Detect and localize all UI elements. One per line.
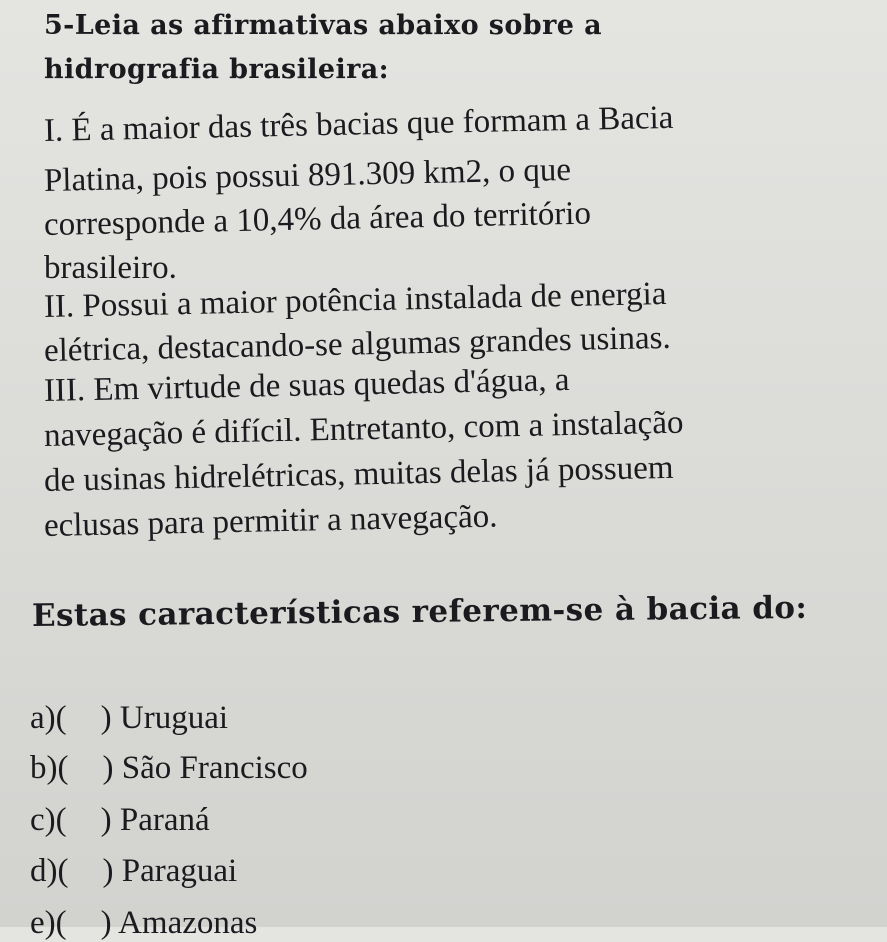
option-d[interactable] — [30, 853, 237, 890]
option-letter: e)( — [30, 905, 67, 941]
statement-line: Platina, pois possui 891.309 km2, o que — [43, 151, 572, 199]
statement-line: I. É a maior das três bacias que formam a Bacia — [43, 99, 674, 149]
question-title-line-1: 5-Leia as afirmativas abaixo sobre a — [44, 10, 602, 41]
option-close-paren: ) — [102, 853, 114, 889]
statement-line: eclusas para permitir a navegação. — [43, 498, 498, 544]
option-letter: c)( — [30, 802, 67, 838]
question-prompt: Estas características referem-se à bacia do: — [31, 589, 808, 634]
option-close-paren: ) — [100, 905, 112, 941]
statement-line: corresponde a 10,4% da área do território — [43, 195, 592, 243]
option-e[interactable] — [30, 905, 257, 942]
option-label: São Francisco — [121, 750, 308, 786]
statement-line: navegação é difícil. Entretanto, com a instalação — [43, 404, 684, 454]
option-close-paren: ) — [102, 750, 114, 786]
option-label: Amazonas — [118, 905, 258, 941]
option-close-paren: ) — [100, 700, 112, 736]
statement-line: II. Possui a maior potência instalada de energia — [43, 275, 667, 325]
statement-line: brasileiro. — [44, 250, 177, 286]
option-letter: a)( — [30, 700, 67, 736]
option-label: Uruguai — [119, 700, 229, 736]
statement-line: elétrica, destacando-se algumas grandes usinas. — [43, 319, 671, 369]
option-c[interactable] — [30, 802, 210, 839]
option-close-paren: ) — [100, 802, 112, 838]
option-a[interactable] — [30, 700, 228, 737]
option-label: Paraná — [119, 802, 210, 838]
question-title-line-2: hidrografia brasileira: — [44, 54, 389, 85]
option-letter: b)( — [30, 750, 69, 786]
option-letter: d)( — [30, 853, 69, 889]
statement-line: de usinas hidrelétricas, muitas delas já possuem — [43, 449, 674, 499]
option-b[interactable] — [30, 750, 308, 787]
statement-line: III. Em virtude de suas quedas d'água, a — [43, 361, 570, 409]
option-label: Paraguai — [121, 853, 238, 889]
